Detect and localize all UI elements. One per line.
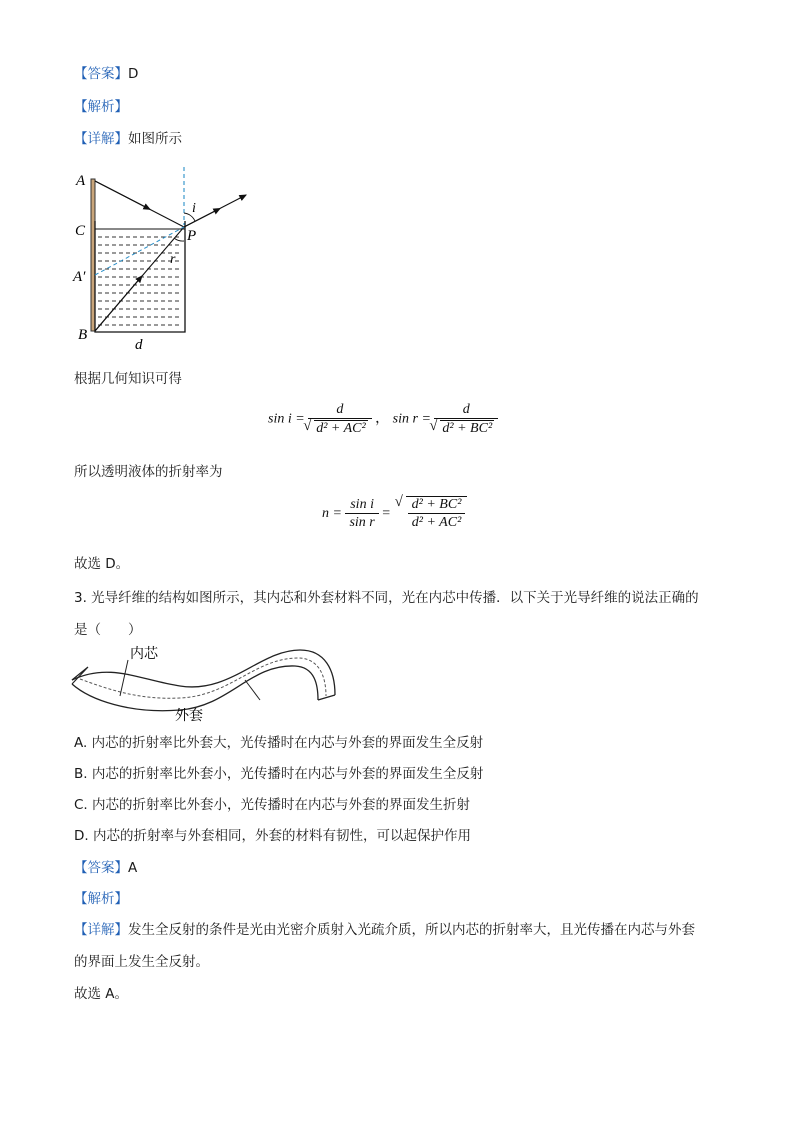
answer2-bracket: 【答案】 [74, 860, 128, 876]
label-r: r [170, 252, 176, 267]
choose-a: 故选 A。 [74, 986, 129, 1002]
detail-bracket: 【详解】 [74, 131, 128, 147]
detail2-text1: 发生全反射的条件是光由光密介质射入光疏介质，所以内芯的折射率大，且光传播在内芯与外套 [128, 922, 695, 938]
option-b: B. 内芯的折射率比外套小，光传播时在内芯与外套的界面发生全反射 [74, 766, 484, 782]
option-a: A. 内芯的折射率比外套大，光传播时在内芯与外套的界面发生全反射 [74, 735, 484, 751]
n-root [406, 496, 468, 531]
label-i: i [192, 201, 196, 216]
fiber-diagram [70, 640, 350, 730]
jacket-pointer [245, 680, 260, 700]
label-d: d [135, 337, 143, 353]
fiber-outer-top [72, 650, 335, 695]
sin-r-label: sin r = [392, 411, 431, 427]
label-b: B [78, 327, 88, 343]
label-c: C [75, 223, 86, 239]
option-d: D. 内芯的折射率与外套相同，外套的材料有韧性，可以起保护作用 [74, 828, 471, 844]
sin-i-fraction [308, 402, 371, 437]
jacket-label: 外套 [175, 709, 203, 724]
sin-r-num: d [462, 402, 470, 417]
label-aprime: A′ [73, 269, 86, 285]
sin-r-fraction [434, 402, 498, 437]
core-label: 内芯 [130, 647, 158, 662]
n-root-num: √ d² + BC² [411, 497, 462, 512]
answer2-value: A [128, 860, 138, 876]
analysis-line [74, 97, 128, 117]
label-a: A [76, 173, 86, 189]
sin-i-num: d [336, 402, 344, 417]
analysis2-line [74, 889, 128, 909]
fiber-end-right [318, 695, 335, 700]
q3-line1: 3. 光导纤维的结构如图所示，其内芯和外套材料不同，光在内芯中传播．以下关于光导纤维的说法正确的 [74, 590, 699, 606]
analysis2-bracket: 【解析】 [74, 891, 128, 907]
detail2-bracket: 【详解】 [74, 922, 128, 938]
refraction-diagram [70, 165, 270, 355]
formula-sin [268, 402, 498, 437]
answer2-line [74, 858, 137, 878]
detail-text: 如图所示 [128, 131, 182, 147]
n-eq: = [382, 506, 391, 522]
n-label: n = [322, 506, 342, 522]
detail2-line2: 的界面上发生全反射。 [74, 954, 209, 970]
fiber-core-dashed [80, 658, 326, 698]
n-fraction [345, 497, 378, 531]
option-c: C. 内芯的折射率比外套小，光传播时在内芯与外套的界面发生折射 [74, 797, 471, 813]
choose-d: 故选 D。 [74, 556, 130, 572]
formula-sep: ， [375, 411, 390, 427]
n-num: sin i [350, 497, 374, 512]
q3-line2: 是（ ） [74, 622, 142, 638]
label-p: P [187, 228, 197, 244]
answer-bracket: 【答案】 [74, 66, 128, 82]
sin-i-label: sin i = [268, 411, 305, 427]
detail2-line1 [74, 920, 695, 940]
geometry-text: 根据几何知识可得 [74, 371, 182, 387]
answer-value: D [128, 66, 139, 82]
answer-line [74, 64, 138, 84]
analysis-bracket: 【解析】 [74, 99, 128, 115]
n-den: sin r [345, 513, 378, 531]
sin-i-den: √ d² + AC² [314, 420, 367, 437]
sin-r-den: √ d² + BC² [440, 420, 494, 437]
ray-aprime [95, 227, 184, 275]
formula-n [322, 496, 467, 531]
core-pointer [120, 660, 128, 696]
detail-line [74, 129, 182, 149]
refract-text: 所以透明液体的折射率为 [74, 464, 223, 480]
n-root-den: d² + AC² [408, 513, 466, 531]
angle-r-arc [174, 238, 184, 241]
